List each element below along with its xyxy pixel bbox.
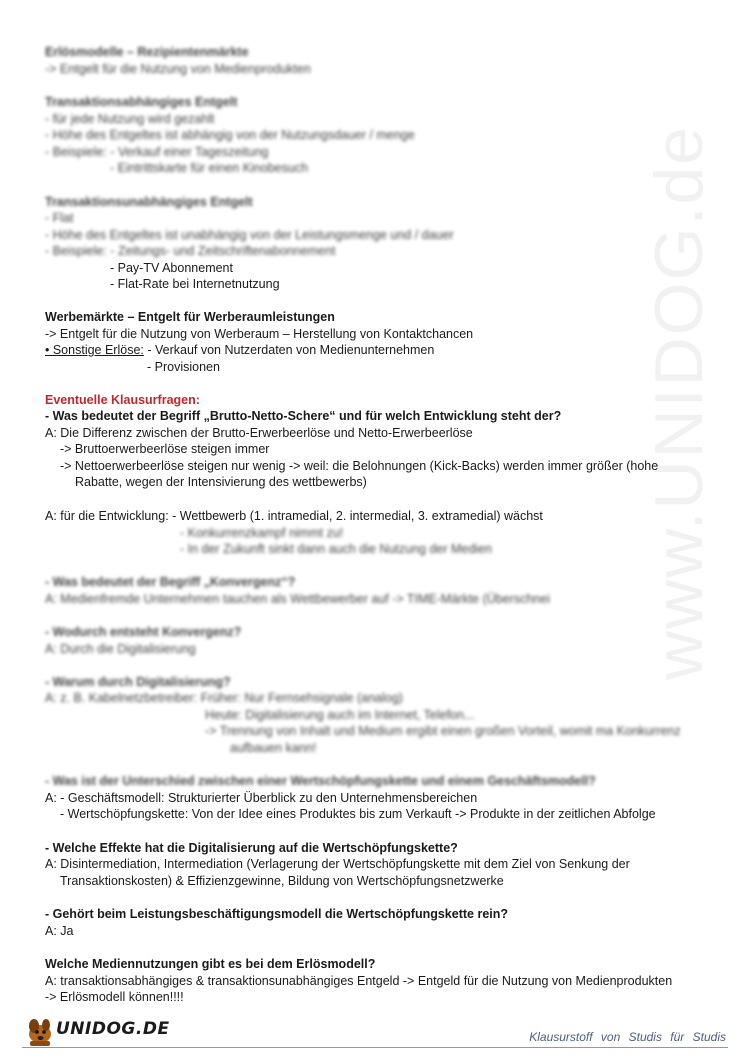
- text-line: - Beispiele: - Zeitungs- und Zeitschriftenabonnement: [45, 244, 336, 258]
- question-line: - Warum durch Digitalisierung?: [45, 675, 231, 689]
- text-line: - Flat: [45, 211, 74, 225]
- text-line: A: Medienfremde Unternehmen tauchen als Wettbewerber auf -> TIME-Märkte (Überschnei: [45, 592, 550, 606]
- text-line: - Eintrittskarte für einen Kinobesuch: [110, 161, 309, 175]
- text-line: A: - Geschäftsmodell: Strukturierter Überblick zu den Unternehmensbereichen: [45, 791, 478, 805]
- text-line: -> Entgelt für die Nutzung von Werberaum – Herstellung von Kontaktchancen: [45, 327, 474, 341]
- question-line: Transaktionsunabhängiges Entgelt: [45, 195, 253, 209]
- text-line: - Konkurrenzkampf nimmt zu!: [180, 526, 344, 540]
- question-line: Welche Mediennutzungen gibt es bei dem Erlösmodell?: [45, 957, 376, 971]
- text-line: A: Disintermediation, Intermediation (Verlagerung der Wertschöpfungskette mit dem Ziel von Senkung der: [45, 857, 630, 871]
- text-line: - Wertschöpfungskette: Von der Idee eines Produktes bis zum Verkauft -> Produkte in der zeitlichen Abfolge: [60, 807, 656, 821]
- text-line: - Höhe des Entgeltes ist abhängig von der Nutzungsdauer / menge: [45, 128, 415, 142]
- text-line: A: z. B. Kabelnetzbetreiber: Früher: Nur Fernsehsignale (analog): [45, 691, 403, 705]
- text-line: -> Trennung von Inhalt und Medium ergibt einen großen Vorteil, womit ma Konkurrenz: [205, 724, 681, 738]
- question-line: Werbemärkte – Entgelt für Werberaumleistungen: [45, 310, 335, 324]
- text-line: -> Nettoerwerbeerlöse steigen nur wenig -> weil: die Belohnungen (Kick-Backs) werden immer größer (hohe: [60, 459, 659, 473]
- text-line: -> Bruttoerwerbeerlöse steigen immer: [60, 442, 270, 456]
- text-line: - Beispiele: - Verkauf einer Tageszeitung: [45, 145, 269, 159]
- text-line: • Sonstige Erlöse: - Verkauf von Nutzerdaten von Medienunternehmen: [45, 343, 435, 357]
- text-line: - Provisionen: [147, 360, 220, 374]
- logo-text: UNIDOG.DE: [56, 1019, 170, 1039]
- section-heading: Eventuelle Klausurfragen:: [45, 393, 200, 407]
- text-line: - Höhe des Entgeltes ist unabhängig von der Leistungsmenge und / dauer: [45, 228, 454, 242]
- footer-tagline: Klausurstoff von Studis für Studis: [529, 1030, 726, 1044]
- question-line: - Wodurch entsteht Konvergenz?: [45, 625, 242, 639]
- watermark: www.UNIDOG.de: [641, 125, 717, 680]
- text-line: -> Erlösmodell können!!!!: [45, 990, 184, 1004]
- text-line: Transaktionskosten) & Effizienzgewinne, Bildung von Wertschöpfungsnetzwerke: [60, 874, 504, 888]
- question-line: Erlösmodelle – Rezipientenmärkte: [45, 45, 249, 59]
- question-line: - Was bedeutet der Begriff „Konvergenz“?: [45, 575, 296, 589]
- text-line: A: Durch die Digitalisierung: [45, 642, 196, 656]
- text-line: - Flat-Rate bei Internetnutzung: [110, 277, 280, 291]
- question-line: - Was ist der Unterschied zwischen einer Wertschöpfungskette und einem Geschäftsmodell?: [45, 774, 596, 788]
- text-line: - für jede Nutzung wird gezahlt: [45, 112, 215, 126]
- text-line: -> Entgelt für die Nutzung von Medienprodukten: [45, 62, 311, 76]
- question-line: - Gehört beim Leistungsbeschäftigungsmodell die Wertschöpfungskette rein?: [45, 907, 509, 921]
- text-line: A: transaktionsabhängiges & transaktionsunabhängiges Entgeld -> Entgeld für die Nutzung von Medienprodukten: [45, 974, 673, 988]
- question-line: - Was bedeutet der Begriff „Brutto-Netto-Schere“ und für welch Entwicklung steht der?: [45, 409, 562, 423]
- text-line: A: Die Differenz zwischen der Brutto-Erwerbeerlöse und Netto-Erwerbeerlöse: [45, 426, 473, 440]
- question-line: Transaktionsabhängiges Entgelt: [45, 95, 238, 109]
- text-line: A: Ja: [45, 924, 74, 938]
- footer-divider: [22, 1047, 728, 1048]
- text-line: aufbauen kann!: [230, 741, 317, 755]
- question-line: - Welche Effekte hat die Digitalisierung auf die Wertschöpfungskette?: [45, 841, 458, 855]
- text-line: Heute: Digitalisierung auch im Internet, Telefon...: [205, 708, 475, 722]
- text-line: - Pay-TV Abonnement: [110, 261, 233, 275]
- text-line: - In der Zukunft sinkt dann auch die Nutzung der Medien: [180, 542, 492, 556]
- text-line: Rabatte, wegen der Intensivierung des wettbewerbs): [75, 475, 367, 489]
- text-line: A: für die Entwicklung: - Wettbewerb (1. intramedial, 2. intermedial, 3. extramedial) wächst: [45, 509, 543, 523]
